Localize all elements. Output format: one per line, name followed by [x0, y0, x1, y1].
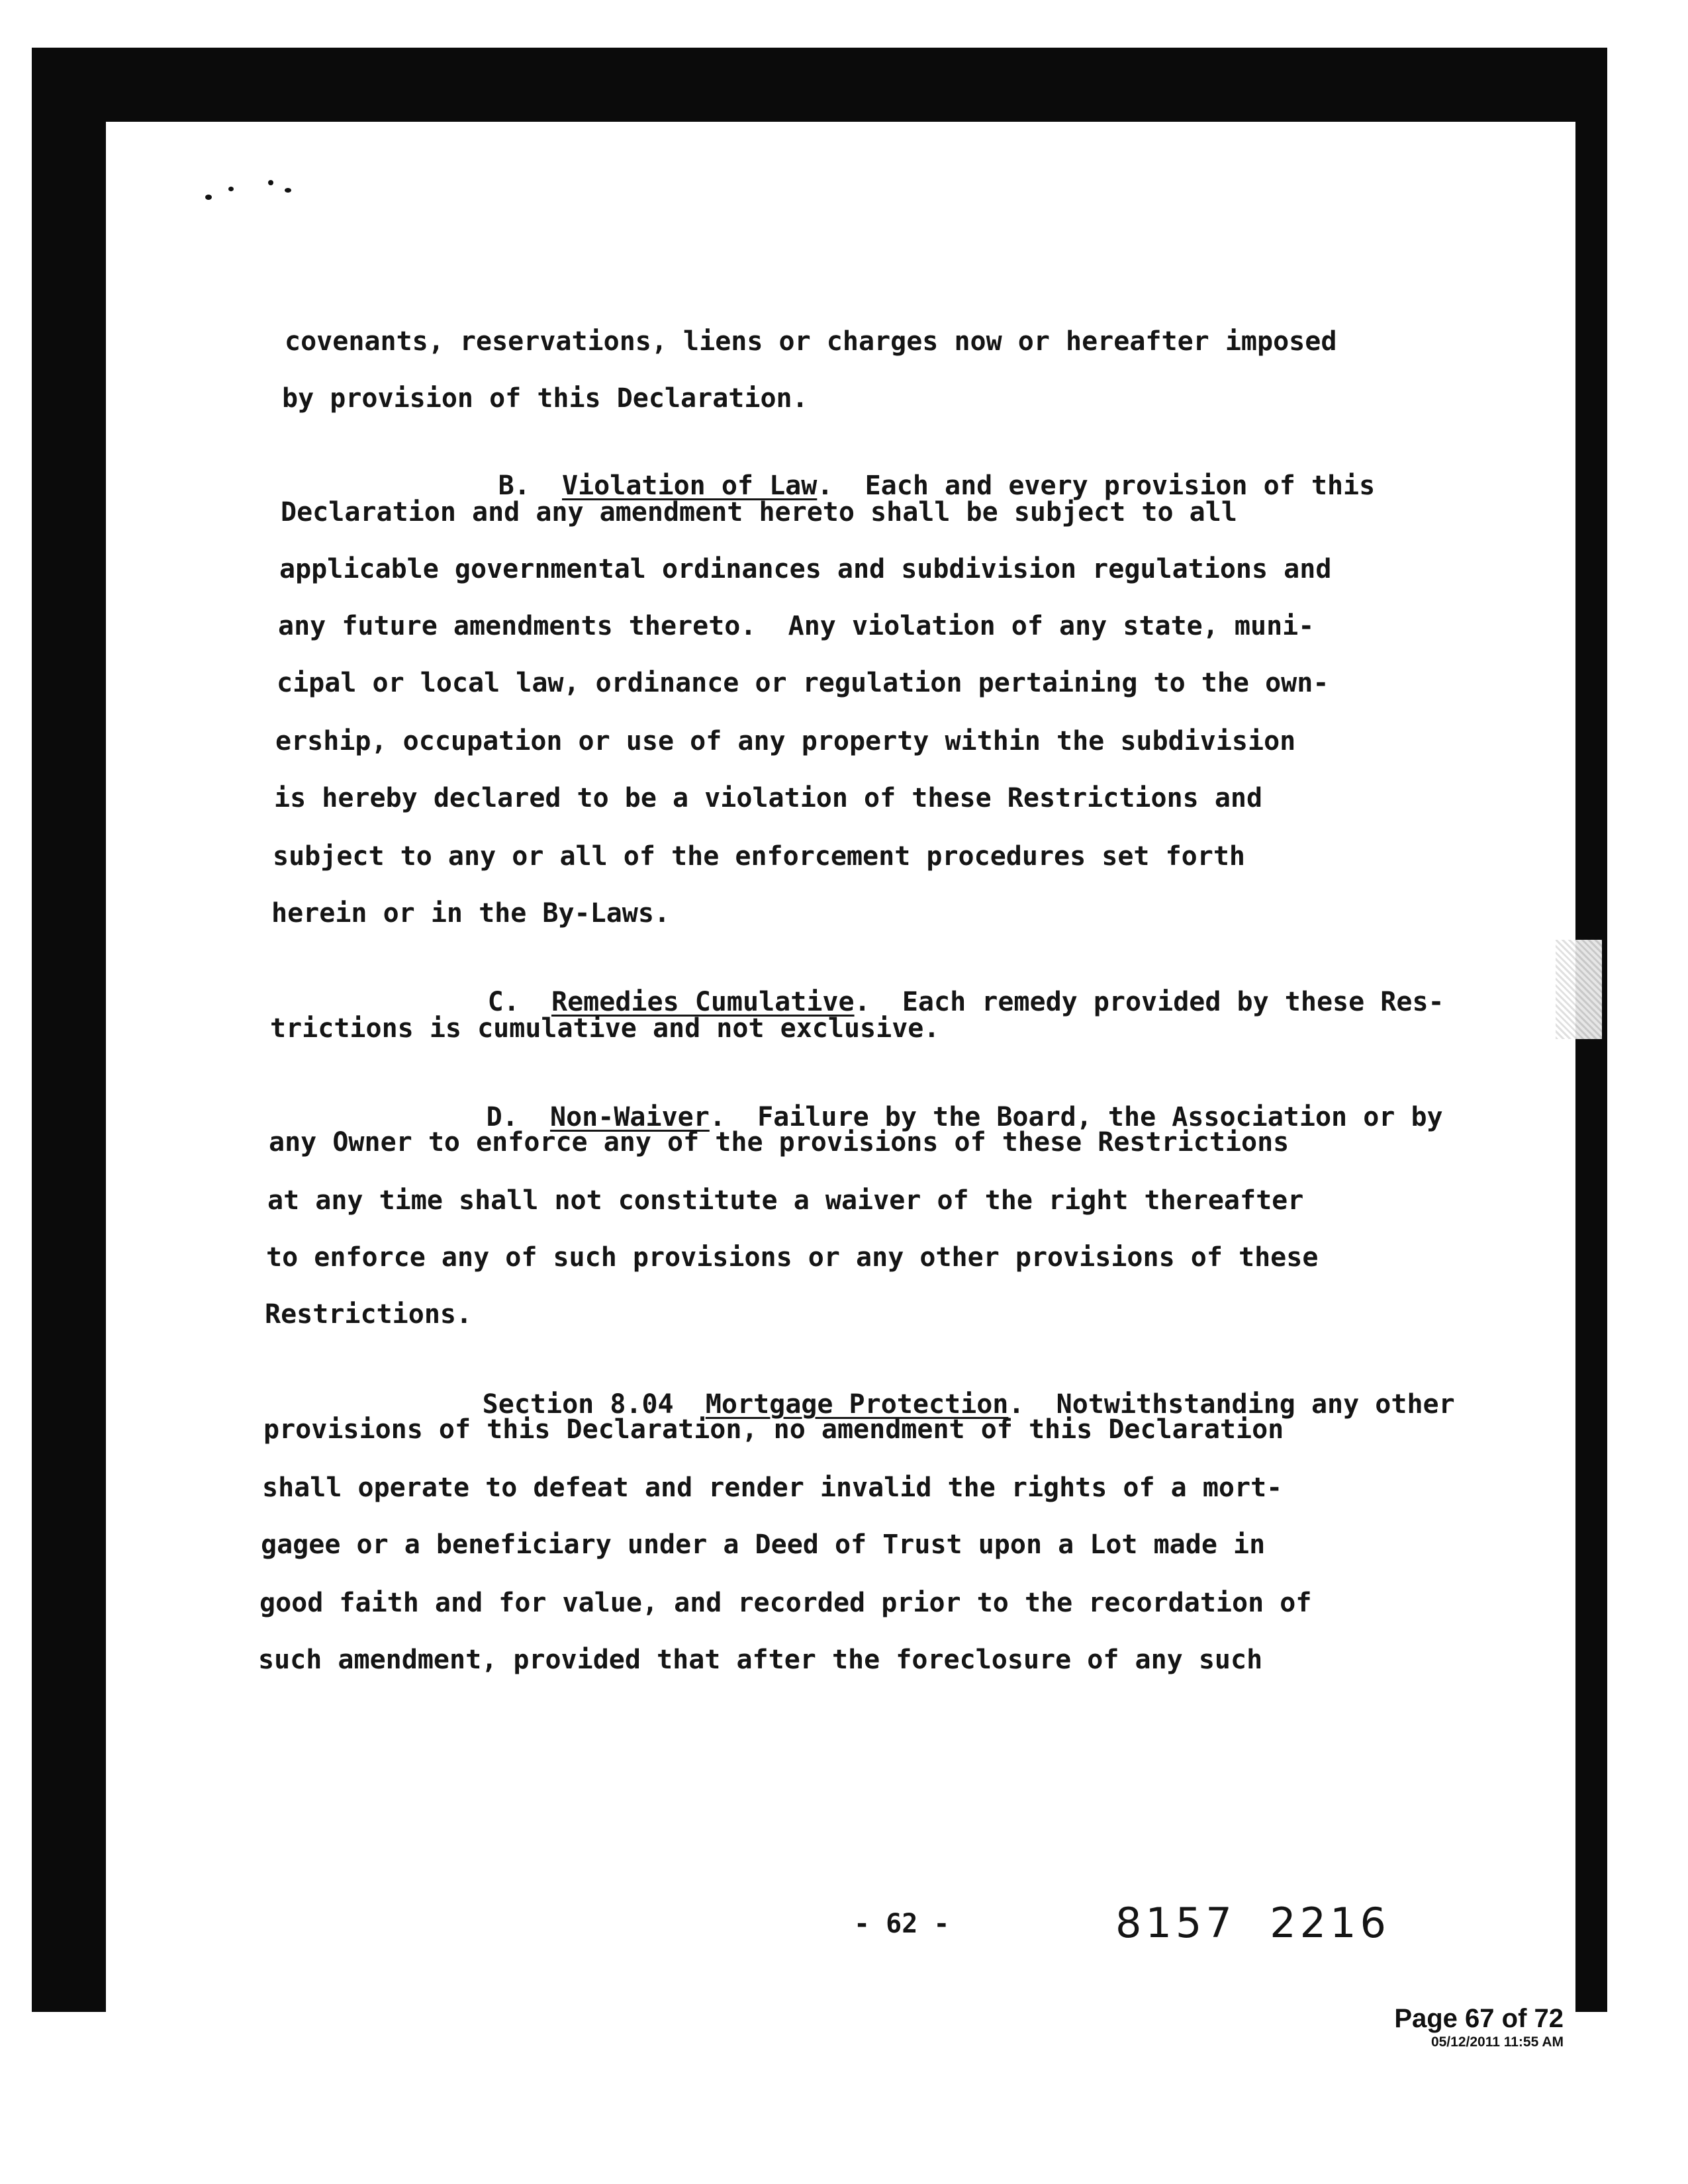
body-line: Each remedy provided by these Res- — [902, 987, 1444, 1017]
body-line: Notwithstanding any other — [1056, 1389, 1455, 1420]
body-line: Restrictions. — [265, 1299, 473, 1330]
section-c-title: Remedies Cumulative — [551, 987, 855, 1017]
body-line: applicable governmental ordinances and subdivision regulations and — [279, 554, 1332, 584]
scan-speck — [205, 195, 212, 200]
section-8-04-period: . — [1008, 1389, 1025, 1420]
section-b-title: Violation of Law — [562, 471, 818, 501]
book-page-number: 8157 2216 — [1115, 1899, 1390, 1947]
body-line: trictions is cumulative and not exclusive. — [270, 1013, 940, 1044]
section-c-label: C. — [487, 987, 520, 1017]
section-c-period: . — [854, 987, 870, 1017]
body-line: by provision of this Declaration. — [282, 383, 808, 414]
body-line: to enforce any of such provisions or any other provisions of these — [266, 1242, 1319, 1273]
body-line: any Owner to enforce any of the provisions of these Restrictions — [269, 1127, 1289, 1158]
body-line: Declaration and any amendment hereto shall be subject to all — [281, 497, 1237, 527]
scanned-page-frame — [32, 48, 1607, 2012]
scan-speck — [228, 187, 234, 191]
body-line: Each and every provision of this — [865, 471, 1376, 501]
section-d-period: . — [709, 1102, 726, 1132]
section-b-label: B. — [498, 471, 530, 501]
body-line: cipal or local law, ordinance or regulation pertaining to the own- — [277, 668, 1329, 698]
section-8-04-title: Mortgage Protection — [705, 1389, 1009, 1420]
body-line: is hereby declared to be a violation of these Restrictions and — [274, 783, 1263, 813]
section-8-04-label: Section 8.04 — [482, 1389, 674, 1420]
body-line: ership, occupation or use of any property within the subdivision — [275, 726, 1296, 756]
section-d-label: D. — [486, 1102, 518, 1132]
body-line: shall operate to defeat and render invalid the rights of a mort- — [262, 1473, 1283, 1503]
body-line: Failure by the Board, the Association or by — [757, 1102, 1443, 1132]
timestamp-label: 05/12/2011 11:55 AM — [1430, 2034, 1564, 2050]
body-line: good faith and for value, and recorded prior to the recordation of — [259, 1588, 1312, 1618]
body-line: subject to any or all of the enforcement procedures set forth — [273, 841, 1246, 872]
body-line: herein or in the By-Laws. — [271, 898, 671, 929]
scan-speck — [268, 180, 273, 185]
body-line: such amendment, provided that after the foreclosure of any such — [258, 1645, 1263, 1675]
body-line: at any time shall not constitute a waiver of the right thereafter — [267, 1185, 1304, 1216]
body-line: covenants, reservations, liens or charges now or hereafter imposed — [285, 326, 1337, 357]
page-count-label: Page 67 of 72 — [1394, 2004, 1564, 2033]
body-line: gagee or a beneficiary under a Deed of Trust upon a Lot made in — [261, 1529, 1266, 1560]
section-d-title: Non-Waiver — [550, 1102, 710, 1132]
scanned-page — [106, 122, 1575, 2029]
page-number: - 62 - — [854, 1909, 950, 1939]
scan-speck — [285, 188, 291, 193]
section-b-period: . — [817, 471, 833, 501]
body-line: provisions of this Declaration, no amendment of this Declaration — [263, 1414, 1284, 1445]
scan-noise — [1556, 940, 1602, 1039]
body-line: any future amendments thereto. Any violation of any state, muni- — [278, 611, 1315, 641]
